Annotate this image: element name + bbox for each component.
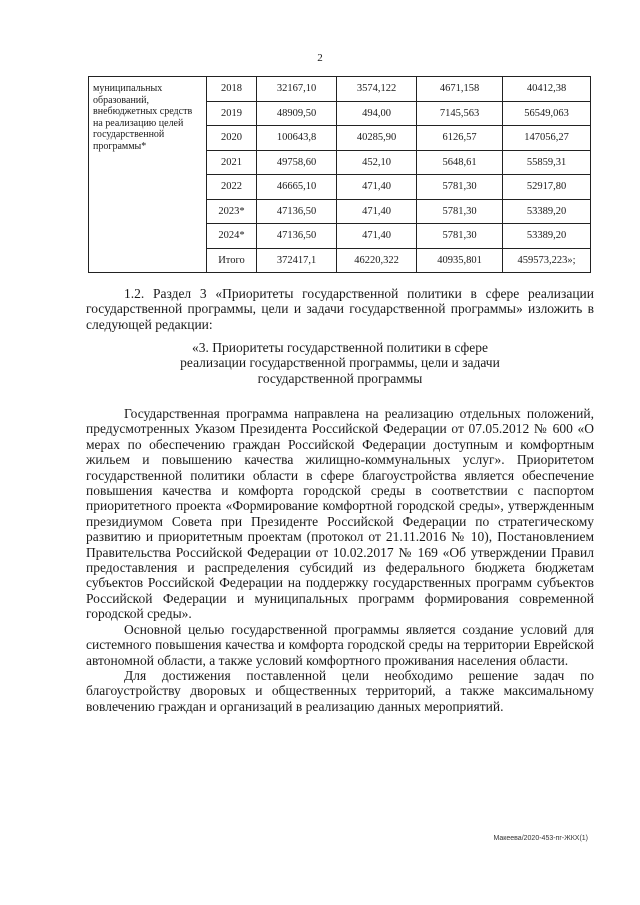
amount-cell: 7145,563	[417, 101, 503, 126]
amount-cell: 3574,122	[337, 77, 417, 102]
year-cell: 2022	[207, 175, 257, 200]
amount-cell: 32167,10	[257, 77, 337, 102]
year-cell: 2020	[207, 126, 257, 151]
amount-cell: 5648,61	[417, 150, 503, 175]
year-cell: 2021	[207, 150, 257, 175]
amount-cell: 47136,50	[257, 224, 337, 249]
funding-table	[88, 76, 591, 273]
amount-cell: 100643,8	[257, 126, 337, 151]
amount-cell: 49758,60	[257, 150, 337, 175]
paragraph-priorities: Государственная программа направлена на реализацию отдельных положений, предусмотренных Указом Президента Российской Федерации от 07.05.2012 № 600 «О мерах по обеспечению граждан Российской Федерации доступным и комфортным жильем и повышению качества жилищно-коммунальных услуг». Приоритетом государственной политики области в сфере благоустройства является обеспечение повышения качества и комфорта городской среды в соответствии с паспортом приоритетного проекта «Формирование комфортной городской среды», утвержденным президиумом Совета при Президенте Российской Федерации по стратегическому развитию и приоритетным проектам (протокол от 21.11.2016 № 10), Постановлением Правительства Российской Федерации от 10.02.2017 № 169 «Об утверждении Правил предоставления и распределения субсидий из федерального бюджета бюджетам субъектов Российской Федерации на поддержку государственных программ субъектов Российской Федерации и муниципальных программ формирования современной городской среды».	[86, 406, 594, 622]
amount-cell: 53389,20	[503, 199, 591, 224]
amount-cell: 55859,31	[503, 150, 591, 175]
amount-cell: 4671,158	[417, 77, 503, 102]
amount-cell: 40935,801	[417, 248, 503, 273]
year-cell: 2018	[207, 77, 257, 102]
amount-cell: 56549,063	[503, 101, 591, 126]
amount-cell: 471,40	[337, 224, 417, 249]
clause-1-2: 1.2. Раздел 3 «Приоритеты государственной политики в сфере реализации государственной программы, цели и задачи государственной программы» изложить в следующей редакции:	[86, 286, 594, 332]
body-text	[86, 406, 594, 714]
table-row	[89, 77, 591, 102]
amount-cell: 494,00	[337, 101, 417, 126]
amount-cell: 147056,27	[503, 126, 591, 151]
amount-cell: 5781,30	[417, 199, 503, 224]
amount-cell: 5781,30	[417, 175, 503, 200]
heading-line: государственной программы	[257, 370, 423, 386]
funding-source-label: муниципальных образований, внебюджетных средств на реализацию целей государственной программы*	[89, 77, 207, 273]
amount-cell: 471,40	[337, 199, 417, 224]
heading-line: реализации государственной программы, цели и задачи	[180, 355, 500, 371]
amount-cell: 459573,223»;	[503, 248, 591, 273]
amount-cell: 46665,10	[257, 175, 337, 200]
year-cell: 2019	[207, 101, 257, 126]
year-cell: Итого	[207, 248, 257, 273]
amount-cell: 52917,80	[503, 175, 591, 200]
amount-cell: 48909,50	[257, 101, 337, 126]
year-cell: 2023*	[207, 199, 257, 224]
amount-cell: 40412,38	[503, 77, 591, 102]
page-number: 2	[317, 52, 323, 64]
amount-cell: 6126,57	[417, 126, 503, 151]
document-code: Макеева/2020-453-пг-ЖКХ(1)	[493, 835, 588, 842]
section-heading	[86, 340, 594, 386]
paragraph-tasks: Для достижения поставленной цели необходимо решение задач по благоустройству дворовых и общественных территорий, а также максимальному вовлечению граждан и организаций в реализацию данных мероприятий.	[86, 667, 594, 714]
amount-cell: 40285,90	[337, 126, 417, 151]
amount-cell: 46220,322	[337, 248, 417, 273]
amount-cell: 452,10	[337, 150, 417, 175]
amount-cell: 372417,1	[257, 248, 337, 273]
paragraph-goal: Основной целью государственной программы является создание условий для системного повышения качества и комфорта городской среды на территории Еврейской автономной области, а также условий комфортного проживания населения области.	[86, 621, 594, 668]
amount-cell: 47136,50	[257, 199, 337, 224]
amount-cell: 53389,20	[503, 224, 591, 249]
amount-cell: 471,40	[337, 175, 417, 200]
year-cell: 2024*	[207, 224, 257, 249]
amount-cell: 5781,30	[417, 224, 503, 249]
heading-line: «3. Приоритеты государственной политики в сфере	[192, 340, 488, 355]
